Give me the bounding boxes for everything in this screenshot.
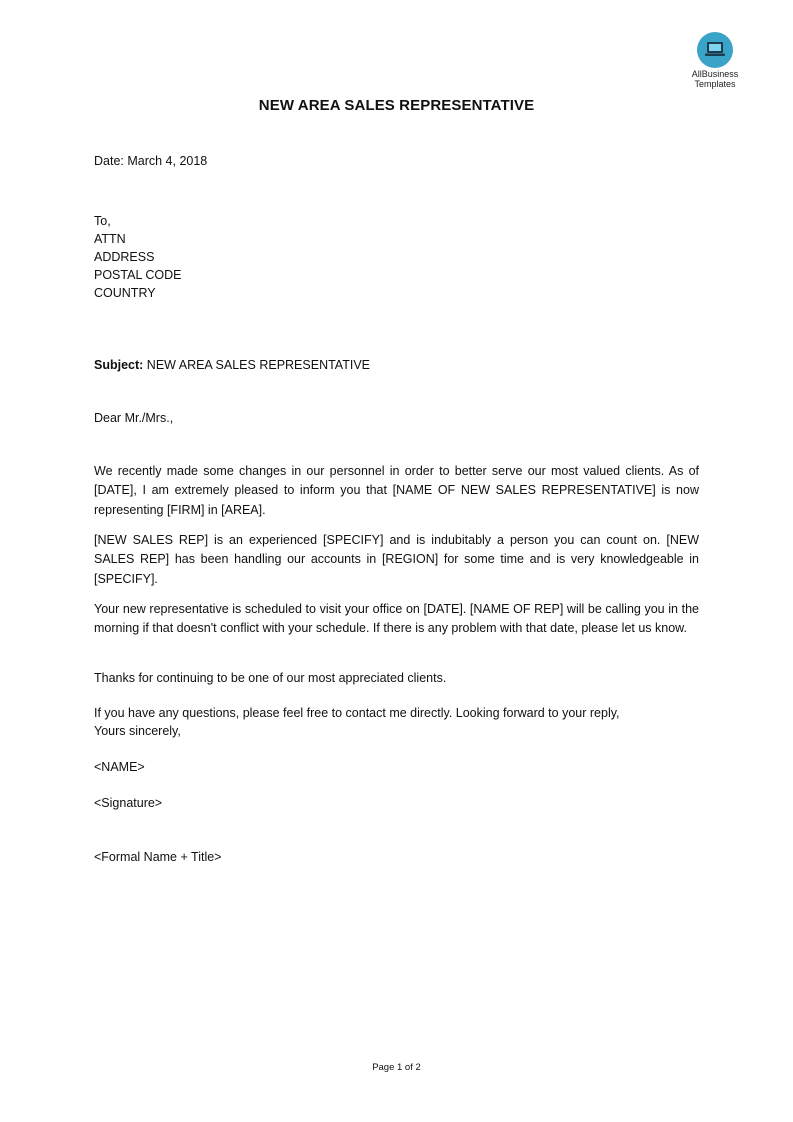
body-paragraph: [NEW SALES REP] is an experienced [SPECIFY] and is indubitably a person you can count on. [NEW SALES REP] has been handling our accounts in [REGION] for some time and is very knowledgeable in [SPECIFY].	[94, 533, 699, 586]
logo-text	[684, 69, 746, 89]
recipient-address	[94, 212, 182, 302]
salutation: Dear Mr./Mrs.,	[94, 411, 174, 425]
address-line: COUNTRY	[94, 286, 156, 300]
body-paragraph: We recently made some changes in our personnel in order to better serve our most valued clients. As of [DATE], I am extremely pleased to inform you that [NAME OF NEW SALES REPRESENTATIVE] is now representing [FIRM] in [AREA].	[94, 464, 699, 517]
subject-line	[94, 356, 370, 374]
subject-label: Subject:	[94, 358, 144, 372]
laptop-icon	[697, 32, 733, 68]
address-line: POSTAL CODE	[94, 268, 182, 282]
page-number: Page 1 of 2	[372, 1062, 421, 1073]
company-logo	[684, 32, 746, 89]
formal-name-placeholder: <Formal Name + Title>	[94, 850, 222, 864]
body-paragraph: Your new representative is scheduled to visit your office on [DATE]. [NAME OF REP] will be calling you in the morning if that doesn't conflict with your schedule. If there is any problem with that date, please let us know.	[94, 602, 699, 636]
subject-text: NEW AREA SALES REPRESENTATIVE	[143, 358, 370, 372]
address-line: ADDRESS	[94, 250, 155, 264]
letter-date: Date: March 4, 2018	[94, 154, 208, 168]
name-placeholder: <NAME>	[94, 760, 145, 774]
document-title: NEW AREA SALES REPRESENTATIVE	[258, 97, 535, 114]
closing-line: If you have any questions, please feel free to contact me directly. Looking forward to your reply,	[94, 706, 620, 720]
body-paragraph: Thanks for continuing to be one of our most appreciated clients.	[94, 671, 447, 685]
closing-salutation: Yours sincerely,	[94, 724, 181, 738]
signature-placeholder: <Signature>	[94, 796, 163, 810]
logo-text-line1: AllBusiness	[691, 69, 739, 79]
address-line: To,	[94, 214, 111, 228]
logo-text-line2: Templates	[694, 79, 736, 89]
address-line: ATTN	[94, 232, 126, 246]
